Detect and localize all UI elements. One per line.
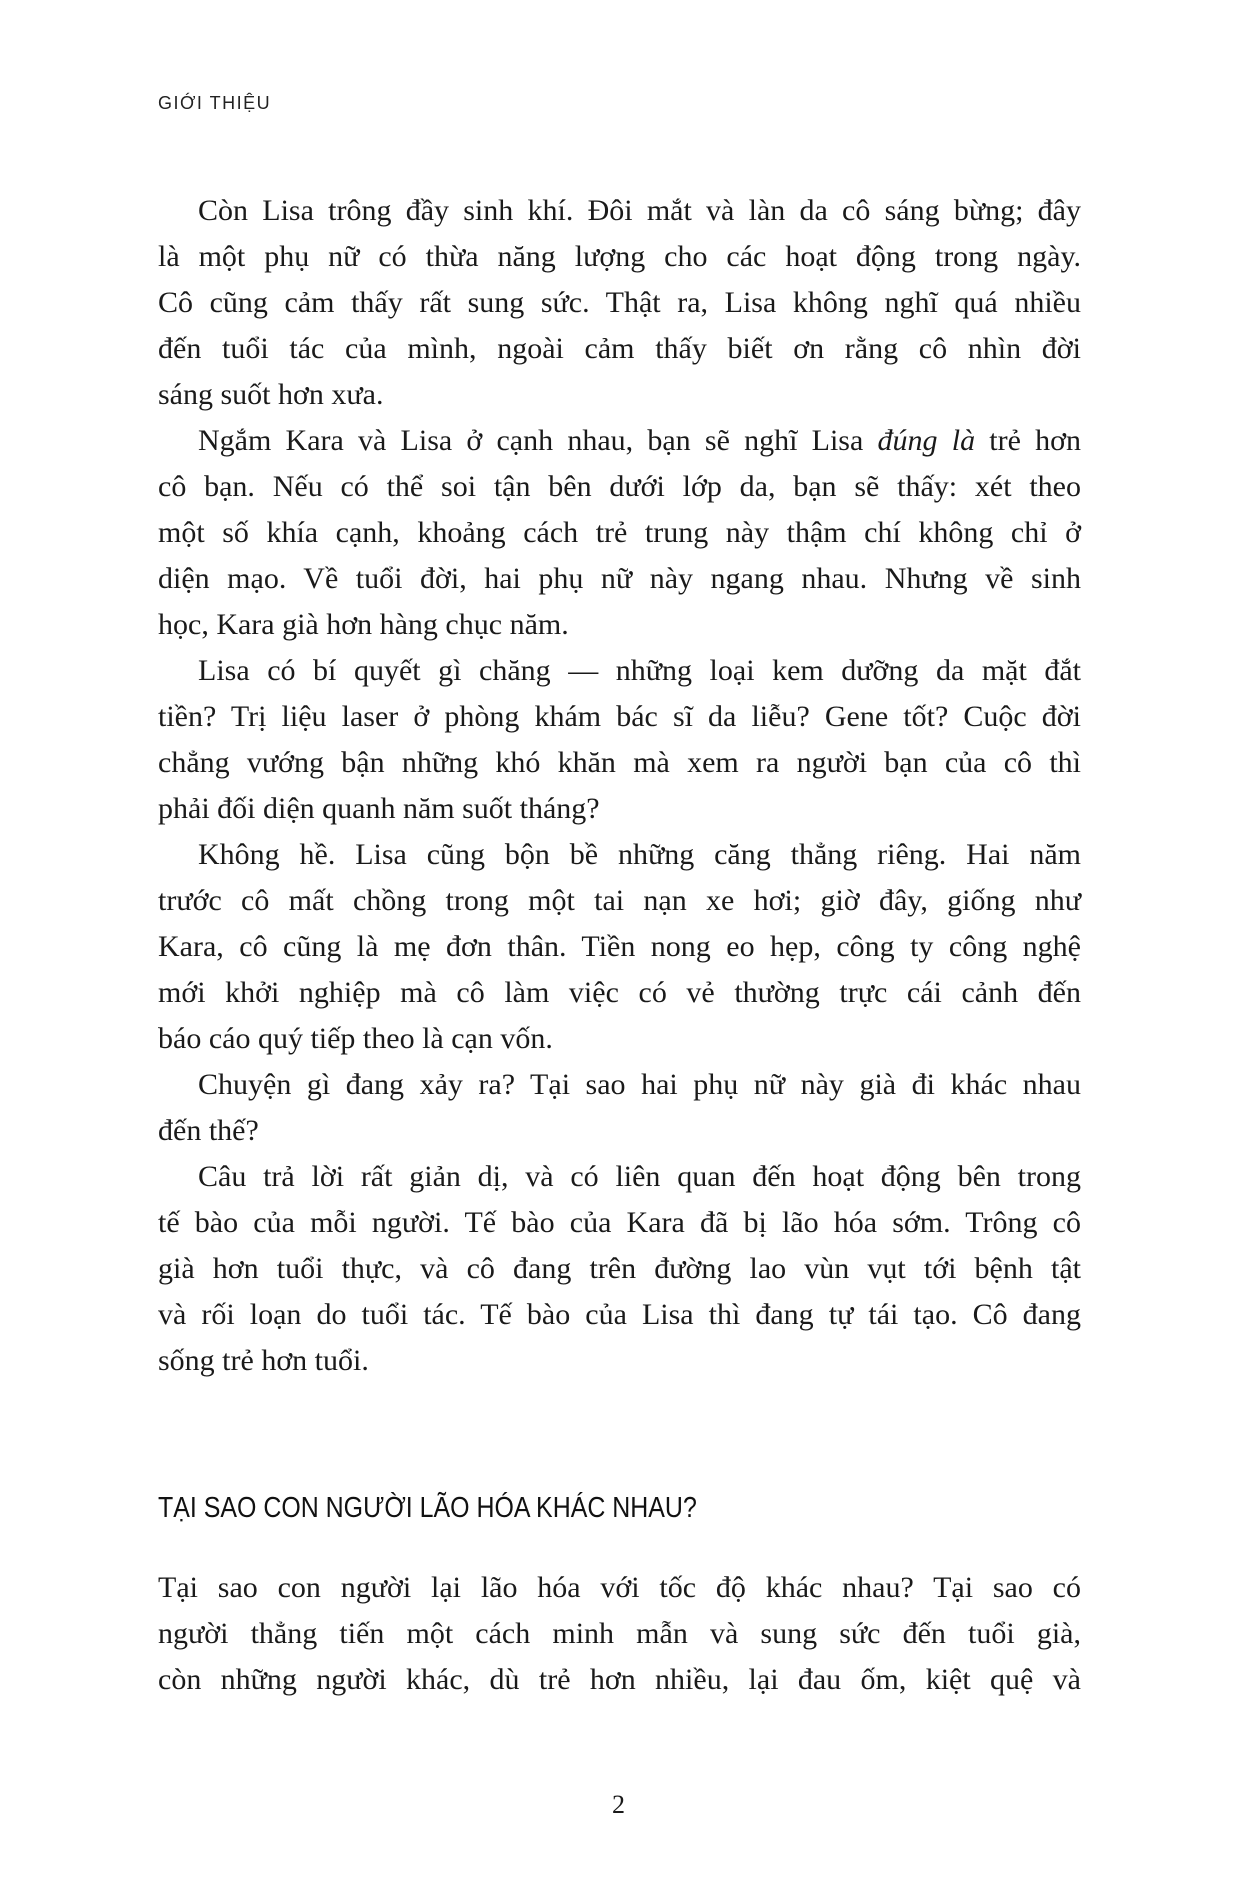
text-line: Chuyện gì đang xảy ra? Tại sao hai phụ nữ này già đi khác nhau [198,1068,1081,1101]
text-line: phải đối diện quanh năm suốt tháng? [158,792,600,825]
text-line: chẳng vướng bận những khó khăn mà xem ra người bạn của cô thì [158,746,1081,779]
text-line: đến tuổi tác của mình, ngoài cảm thấy biết ơn rằng cô nhìn đời [158,332,1081,365]
intro-text [158,188,1081,1384]
paragraph [158,188,1081,418]
text-line: trước cô mất chồng trong một tai nạn xe hơi; giờ đây, giống như [158,884,1081,917]
text-line: già hơn tuổi thực, và cô đang trên đường lao vùn vụt tới bệnh tật [158,1252,1081,1285]
text-line: diện mạo. Về tuổi đời, hai phụ nữ này ngang nhau. Nhưng về sinh [158,562,1081,595]
text-segment: trẻ hơn [975,424,1082,457]
text-line: một số khía cạnh, khoảng cách trẻ trung này thậm chí không chỉ ở [158,516,1081,549]
paragraph [158,648,1081,832]
text-line: Câu trả lời rất giản dị, và có liên quan đến hoạt động bên trong [198,1160,1081,1193]
text-line: sống trẻ hơn tuổi. [158,1344,369,1377]
text-line: học, Kara già hơn hàng chục năm. [158,608,569,641]
text-line: cô bạn. Nếu có thể soi tận bên dưới lớp da, bạn sẽ thấy: xét theo [158,470,1081,503]
page-number: 2 [612,1790,625,1819]
text-line: Lisa có bí quyết gì chăng — những loại kem dưỡng da mặt đắt [198,654,1081,687]
paragraph [158,832,1081,1062]
text-line: Tại sao con người lại lão hóa với tốc độ khác nhau? Tại sao có [158,1571,1081,1604]
paragraph [158,418,1081,648]
text-line: còn những người khác, dù trẻ hơn nhiều, lại đau ốm, kiệt quệ và [158,1663,1081,1696]
running-head: GIỚI THIỆU [158,93,272,113]
text-line: và rối loạn do tuổi tác. Tế bào của Lisa thì đang tự tái tạo. Cô đang [158,1298,1081,1331]
text-line: Không hề. Lisa cũng bộn bề những căng thẳng riêng. Hai năm [198,838,1081,871]
text-line: báo cáo quý tiếp theo là cạn vốn. [158,1022,553,1055]
text-line: Còn Lisa trông đầy sinh khí. Đôi mắt và làn da cô sáng bừng; đây [198,194,1081,227]
text-line: mới khởi nghiệp mà cô làm việc có vẻ thường trực cái cảnh đến [158,976,1081,1009]
paragraph [158,1062,1081,1154]
text-line: Cô cũng cảm thấy rất sung sức. Thật ra, Lisa không nghĩ quá nhiều [158,286,1081,319]
text-line: sáng suốt hơn xưa. [158,378,384,411]
emphasis-text: đúng là [877,424,976,457]
paragraph [158,1154,1081,1384]
text-line: người thẳng tiến một cách minh mẫn và sung sức đến tuổi già, [158,1617,1081,1650]
section-heading: TẠI SAO CON NGƯỜI LÃO HÓA KHÁC NHAU? [158,1492,697,1524]
text-line [158,418,1081,464]
text-line: là một phụ nữ có thừa năng lượng cho các hoạt động trong ngày. [158,240,1081,273]
section-text [158,1565,1081,1703]
text-segment: Ngắm Kara và Lisa ở cạnh nhau, bạn sẽ nghĩ Lisa [198,424,878,457]
text-line: đến thế? [158,1114,259,1147]
text-line: tế bào của mỗi người. Tế bào của Kara đã bị lão hóa sớm. Trông cô [158,1206,1081,1239]
paragraph [158,1565,1081,1703]
text-line: Kara, cô cũng là mẹ đơn thân. Tiền nong eo hẹp, công ty công nghệ [158,930,1081,963]
text-line: tiền? Trị liệu laser ở phòng khám bác sĩ da liễu? Gene tốt? Cuộc đời [158,700,1081,733]
